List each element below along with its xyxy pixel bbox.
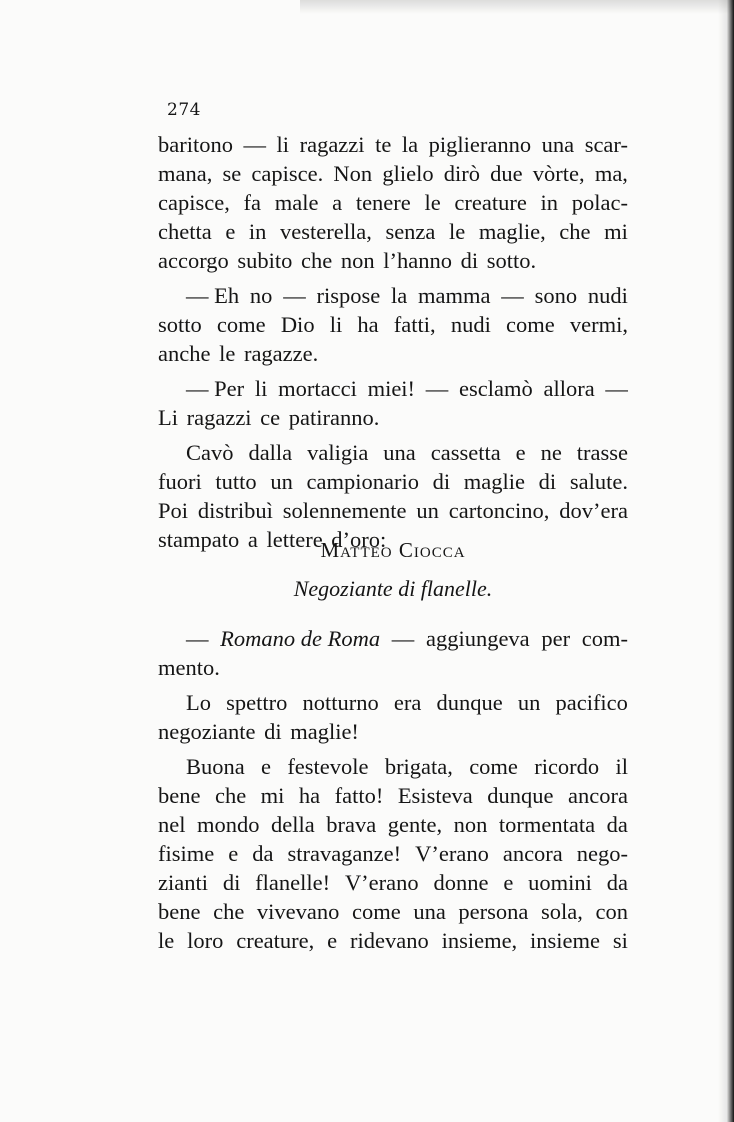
word: la [401, 132, 419, 157]
word: — [425, 376, 449, 401]
word: ancora [502, 841, 563, 866]
word: come [505, 312, 555, 337]
word: vivevano [256, 899, 340, 924]
paragraph-7-line-4 [158, 839, 628, 868]
word: come [469, 754, 518, 779]
word: te [375, 132, 392, 157]
word: — [243, 132, 267, 157]
word: fisime [158, 841, 215, 866]
word: ha [357, 312, 379, 337]
word: creature [454, 190, 527, 215]
word: scar- [584, 132, 628, 157]
word: dov’era [559, 498, 628, 523]
word: anche le ragazze. [158, 341, 319, 366]
word: dalla [248, 440, 293, 465]
word: in [540, 190, 559, 215]
word: male [274, 190, 319, 215]
word: fa [243, 190, 262, 215]
word: si [612, 928, 628, 953]
word: negoziante di maglie! [158, 719, 359, 744]
word: e [515, 440, 526, 465]
paragraph-4-line-3 [158, 496, 628, 525]
word: ridevano [350, 928, 429, 953]
page-top-shadow [300, 0, 734, 14]
word: V’erano [344, 870, 419, 895]
text-line: mento. [158, 655, 220, 680]
word: mi [604, 219, 628, 244]
paragraph-2-line-3 [158, 339, 628, 368]
word: li [329, 312, 343, 337]
word: da [606, 812, 628, 837]
word: Cavò [186, 440, 234, 465]
word: Lo [186, 690, 211, 715]
word: da [606, 870, 628, 895]
paragraph-5-line-2 [158, 653, 628, 682]
word: miei! [367, 376, 416, 401]
word: due [490, 161, 523, 186]
word: tenere [355, 190, 411, 215]
paragraph-4 [158, 438, 628, 554]
paragraph-1 [158, 130, 628, 275]
word: dunque [487, 783, 554, 808]
word: sotto [158, 312, 202, 337]
text-block-lower [158, 624, 628, 955]
word: stravaganze! [287, 841, 402, 866]
word: mana, [158, 161, 213, 186]
word: campionario [306, 469, 419, 494]
word: di [432, 469, 451, 494]
word: nego- [576, 841, 628, 866]
word: una [541, 132, 575, 157]
paragraph-5-line-1 [158, 624, 628, 653]
word: tutto [215, 469, 257, 494]
paragraph-5 [158, 624, 628, 682]
word: uomini [528, 870, 592, 895]
card-merchant-trade: Negoziante di flanelle. [293, 576, 493, 601]
word: una [413, 899, 446, 924]
word: insieme [530, 928, 601, 953]
word: mondo [197, 812, 260, 837]
paragraph-6-line-2 [158, 717, 628, 746]
word: mortacci [278, 376, 357, 401]
card-merchant-name: Matteo Ciocca [320, 538, 466, 562]
word: festevole [287, 754, 369, 779]
word: distribuì [197, 498, 273, 523]
word: che [214, 783, 247, 808]
word: valigia [307, 440, 369, 465]
word: e [228, 841, 239, 866]
word: mi [260, 783, 285, 808]
paragraph-3-line-1 [158, 374, 628, 403]
paragraph-7-line-7 [158, 926, 628, 955]
word: ma, [594, 161, 628, 186]
word: esclamò [459, 376, 533, 401]
word: spettro [226, 690, 288, 715]
word: flanelle! [255, 870, 331, 895]
paragraph-1-line-5 [158, 246, 628, 275]
word: un [416, 498, 439, 523]
word: bene [158, 783, 201, 808]
word: nel [158, 812, 186, 837]
word: non [453, 812, 488, 837]
word: rispose [316, 283, 381, 308]
word: persona [458, 899, 529, 924]
word: e [503, 870, 514, 895]
word: dunque [436, 690, 503, 715]
word: polac- [571, 190, 628, 215]
word: li [276, 132, 290, 157]
word: gente, [387, 812, 443, 837]
word: capisce. [251, 161, 324, 186]
word: Poi [158, 498, 189, 523]
paragraph-7 [158, 752, 628, 955]
paragraph-7-line-5 [158, 868, 628, 897]
word: le [158, 928, 175, 953]
word: fatto! [334, 783, 384, 808]
word: come [216, 312, 266, 337]
word: in [248, 219, 267, 244]
word: Li ragazzi ce patiranno. [158, 405, 380, 430]
word: con [595, 899, 628, 924]
word: fuori [158, 469, 202, 494]
word: bene [158, 899, 201, 924]
word: brava [326, 812, 377, 837]
word: — [605, 376, 628, 401]
word: come [351, 899, 401, 924]
paragraph-7-line-3 [158, 810, 628, 839]
paragraph-7-line-2 [158, 781, 628, 810]
word: vòrte, [532, 161, 585, 186]
word: accorgo subito che non l’hanno di sotto. [158, 248, 537, 273]
word: una [383, 440, 416, 465]
word: Non [333, 161, 373, 186]
word: V’erano [415, 841, 489, 866]
text-block-upper [158, 130, 628, 554]
word: da [252, 841, 274, 866]
word: nudi [587, 283, 628, 308]
word: li [254, 376, 268, 401]
word: ricordo [534, 754, 600, 779]
word: trasse [576, 440, 628, 465]
word: chetta [158, 219, 212, 244]
word: creature, [236, 928, 315, 953]
word: pacifico [555, 690, 628, 715]
dash: — [186, 626, 209, 651]
word: stampato a lettere d’oro: [158, 527, 387, 552]
word: donne [433, 870, 489, 895]
word: allora [543, 376, 595, 401]
paragraph-7-line-6 [158, 897, 628, 926]
paragraph-1-line-3 [158, 188, 628, 217]
paragraph-4-line-2 [158, 467, 628, 496]
paragraph-6-line-1 [158, 688, 628, 717]
paragraph-1-line-2 [158, 159, 628, 188]
word: fatti, [393, 312, 436, 337]
word: notturno [302, 690, 379, 715]
word: baritono [158, 132, 233, 157]
word: no [249, 283, 273, 308]
word: ragazzi [299, 132, 365, 157]
word: il [615, 754, 628, 779]
word: vesterella, [280, 219, 372, 244]
word: glielo [382, 161, 434, 186]
word: maglie, [478, 219, 546, 244]
word: dirò [443, 161, 480, 186]
word: solennemente [282, 498, 407, 523]
paragraph-3 [158, 374, 628, 432]
word: cassetta [430, 440, 501, 465]
word: loro [187, 928, 224, 953]
word: ne [540, 440, 562, 465]
page-number: 274 [167, 100, 201, 120]
word: se [222, 161, 242, 186]
paragraph-2-line-2 [158, 310, 628, 339]
word: maglie [463, 469, 526, 494]
paragraph-6 [158, 688, 628, 746]
word: e [261, 754, 272, 779]
word: piglieranno [428, 132, 532, 157]
word: sono [534, 283, 578, 308]
paragraph-1-line-4 [158, 217, 628, 246]
word: sola, [540, 899, 583, 924]
word: che [559, 219, 591, 244]
paragraph-4-line-1 [158, 438, 628, 467]
word: nudi [450, 312, 491, 337]
word: un [270, 469, 293, 494]
word: un [517, 690, 541, 715]
word: — [391, 626, 415, 651]
word: tormentata [498, 812, 596, 837]
word: ha [298, 783, 321, 808]
page-binding-edge [718, 0, 734, 1122]
word: per [541, 626, 571, 651]
paragraph-2-line-1 [158, 281, 628, 310]
word: di [222, 870, 241, 895]
word: — [283, 283, 306, 308]
word: e [327, 928, 338, 953]
paragraph-2 [158, 281, 628, 368]
word: le [449, 219, 466, 244]
word: mamma [418, 283, 491, 308]
word: ancora [567, 783, 628, 808]
word: capisce, [158, 190, 230, 215]
word: che [213, 899, 245, 924]
word: insieme, [441, 928, 518, 953]
word: a [332, 190, 343, 215]
paragraph-3-line-2 [158, 403, 628, 432]
word: com- [581, 626, 628, 651]
word: era [393, 690, 422, 715]
word: la [391, 283, 408, 308]
word: Esisteva [397, 783, 473, 808]
paragraph-7-line-1 [158, 752, 628, 781]
word: cartoncino, [448, 498, 550, 523]
word: vermi, [569, 312, 628, 337]
word: zianti [158, 870, 208, 895]
word: di [538, 469, 557, 494]
paragraph-1-line-1 [158, 130, 628, 159]
word: salute. [569, 469, 628, 494]
word: — [501, 283, 524, 308]
italic-phrase: Romano de Roma [220, 626, 381, 651]
word: — Per [186, 376, 245, 401]
word: le [424, 190, 441, 215]
word: aggiungeva [425, 626, 530, 651]
word: — Eh [186, 283, 240, 308]
word: Buona [186, 754, 245, 779]
word: Dio [280, 312, 315, 337]
word: della [271, 812, 315, 837]
word: brigata, [384, 754, 453, 779]
word: senza [385, 219, 436, 244]
word: e [225, 219, 236, 244]
